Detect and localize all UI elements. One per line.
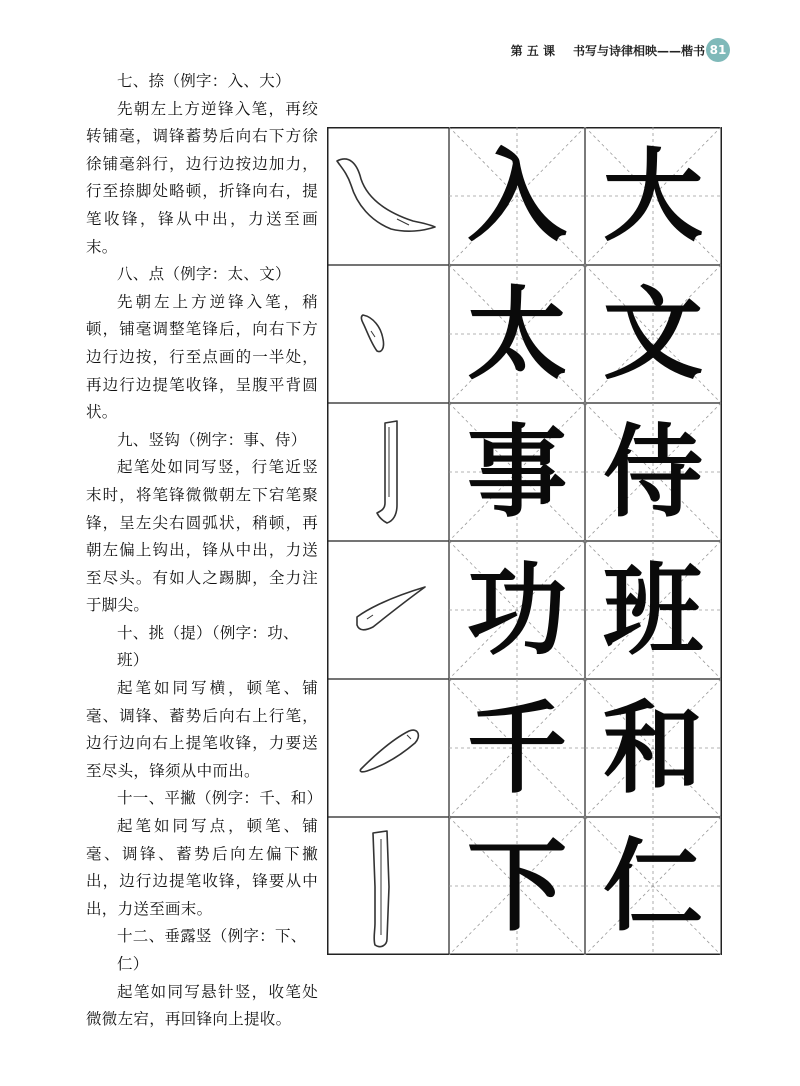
example-character: 班 bbox=[603, 551, 703, 669]
tiao-stroke-icon bbox=[357, 587, 425, 630]
page-number-badge: 81 bbox=[706, 38, 730, 62]
pingpie-stroke-icon bbox=[360, 730, 418, 772]
section-heading: 十二、垂露竖（例字：下、仁） bbox=[117, 927, 307, 973]
section-heading: 九、竖钩（例字：事、侍） bbox=[117, 430, 307, 449]
practice-grid bbox=[327, 127, 722, 955]
tiao-stroke-icon-inner-line bbox=[367, 615, 373, 619]
section-paragraph: 起笔如同写点，顿笔、铺毫、调锋、蓄势后向左偏下撇出，边行边提笔收锋，锋要从中出，力送至画末。 bbox=[86, 817, 318, 918]
running-head bbox=[511, 42, 705, 59]
example-character: 千 bbox=[467, 689, 567, 807]
page-header bbox=[0, 34, 800, 64]
example-character: 入 bbox=[467, 137, 567, 255]
section-paragraph: 起笔如同写横，顿笔、铺毫、调锋、蓄势后向右上行笔，边行边向右上提笔收锋，力要送至尽头，锋须从中而出。 bbox=[86, 679, 318, 780]
example-character: 功 bbox=[467, 551, 567, 669]
section-paragraph: 起笔处如同写竖，行笔近竖末时，将笔锋微微朝左下宕笔聚锋，呈左尖右圆弧状，稍顿，再朝左偏上钩出，锋从中出，力送至尽头。有如人之踢脚，全力注于脚尖。 bbox=[86, 458, 318, 615]
example-character: 大 bbox=[603, 137, 703, 255]
section-paragraph: 先朝左上方逆锋入笔，再绞转铺毫，调锋蓄势后向右下方徐徐铺毫斜行，边行边按边加力，行至捺脚处略顿，折锋向右，提笔收锋，锋从中出，力送至画末。 bbox=[86, 99, 318, 256]
example-character: 太 bbox=[467, 275, 567, 393]
section-heading: 十、挑（提）（例字：功、班） bbox=[117, 623, 299, 670]
section-paragraph: 起笔如同写悬针竖，收笔处微微左宕，再回锋向上提收。 bbox=[86, 982, 318, 1029]
example-character: 仁 bbox=[603, 827, 703, 945]
lesson-title: 书写与诗律相映——楷书 bbox=[572, 44, 705, 58]
body-text bbox=[86, 68, 323, 1034]
dian-stroke-icon-inner-line bbox=[371, 331, 375, 337]
na-stroke-icon bbox=[337, 159, 435, 231]
example-character: 下 bbox=[467, 827, 567, 945]
example-character: 文 bbox=[603, 275, 703, 393]
na-stroke-icon-inner-line bbox=[397, 219, 409, 225]
example-character: 事 bbox=[467, 413, 567, 531]
section-heading: 八、点（例字：太、文） bbox=[117, 265, 291, 284]
example-character: 和 bbox=[603, 689, 703, 807]
shugou-stroke-icon bbox=[377, 421, 397, 523]
example-character: 侍 bbox=[603, 413, 703, 531]
section-paragraph: 先朝左上方逆锋入笔，稍顿，铺毫调整笔锋后，向右下方边行边按，行至点画的一半处，再边行边提笔收锋，呈腹平背圆状。 bbox=[86, 292, 318, 422]
section-heading: 七、捺（例字：入、大） bbox=[117, 72, 291, 90]
pingpie-stroke-icon-inner-line bbox=[407, 735, 411, 739]
lesson-label: 第 五 课 bbox=[510, 44, 555, 58]
section-heading: 十一、平撇（例字：千、和） bbox=[117, 789, 323, 808]
